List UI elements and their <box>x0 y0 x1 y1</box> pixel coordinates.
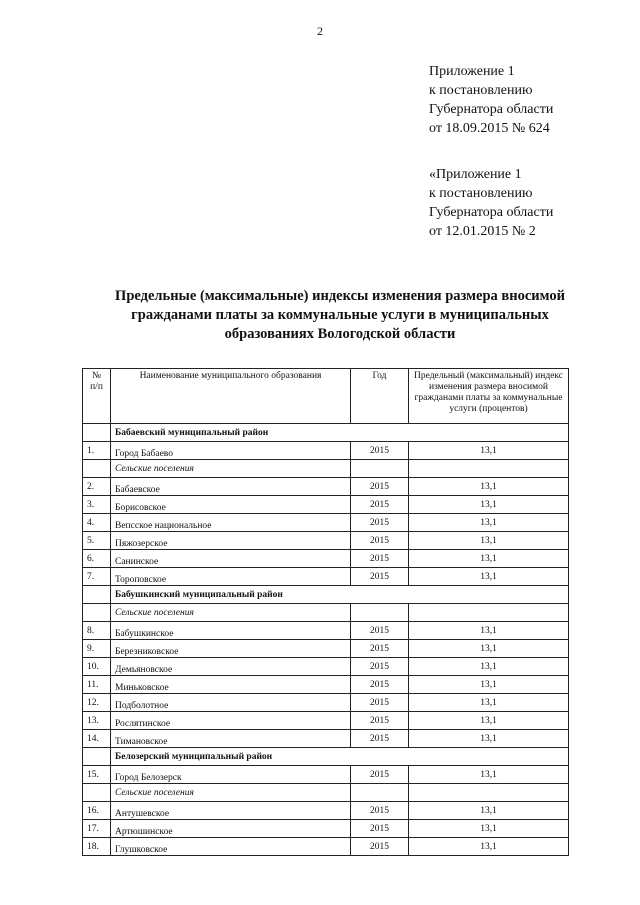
subgroup-row <box>83 604 569 622</box>
row-year: 2015 <box>351 730 409 748</box>
row-index-value: 13,1 <box>409 514 569 532</box>
index-empty <box>409 604 569 622</box>
row-index-value: 13,1 <box>409 442 569 460</box>
row-index-value: 13,1 <box>409 550 569 568</box>
row-number: 15. <box>83 766 111 784</box>
header-year: Год <box>351 369 409 424</box>
municipality-name: Демьяновское <box>111 658 351 676</box>
row-number: 11. <box>83 676 111 694</box>
table-row <box>83 478 569 496</box>
municipality-name: Вепсское национальное <box>111 514 351 532</box>
row-number: 8. <box>83 622 111 640</box>
row-number: 13. <box>83 712 111 730</box>
municipality-name: Борисовское <box>111 496 351 514</box>
row-year: 2015 <box>351 802 409 820</box>
subgroup-row <box>83 460 569 478</box>
municipality-name: Город Белозерск <box>111 766 351 784</box>
annex-previous-reference <box>429 165 553 241</box>
row-number: 2. <box>83 478 111 496</box>
annex-line: Приложение 1 <box>429 64 515 79</box>
row-number: 7. <box>83 568 111 586</box>
district-name: Бабаевский муниципальный район <box>111 424 569 442</box>
municipality-name: Артюшинское <box>111 820 351 838</box>
table-row <box>83 820 569 838</box>
municipality-name: Пяжозерское <box>111 532 351 550</box>
annex-line: от 18.09.2015 № 624 <box>429 121 550 136</box>
row-year: 2015 <box>351 766 409 784</box>
district-row <box>83 748 569 766</box>
year-empty <box>351 604 409 622</box>
row-number: 14. <box>83 730 111 748</box>
table-row <box>83 712 569 730</box>
municipality-name: Подболотное <box>111 694 351 712</box>
municipality-name: Город Бабаево <box>111 442 351 460</box>
annex-line: к постановлению <box>429 83 533 98</box>
table-row <box>83 442 569 460</box>
header-index: Предельный (максимальный) индекс изменения размера вносимой гражданами платы за коммунальные услуги (процентов) <box>409 369 569 424</box>
row-index-value: 13,1 <box>409 568 569 586</box>
year-empty <box>351 460 409 478</box>
row-index-value: 13,1 <box>409 478 569 496</box>
row-year: 2015 <box>351 676 409 694</box>
table-row <box>83 514 569 532</box>
title-line: Предельные (максимальные) индексы изменения размера вносимой <box>115 288 565 304</box>
row-number: 1. <box>83 442 111 460</box>
municipality-name: Тимановское <box>111 730 351 748</box>
table-row <box>83 838 569 856</box>
subgroup-label: Сельские поселения <box>111 604 351 622</box>
row-number-empty <box>83 460 111 478</box>
row-index-value: 13,1 <box>409 640 569 658</box>
row-year: 2015 <box>351 514 409 532</box>
table-row <box>83 730 569 748</box>
row-number: 18. <box>83 838 111 856</box>
table-row <box>83 658 569 676</box>
table-header-row <box>83 369 569 424</box>
table-row <box>83 694 569 712</box>
district-name: Белозерский муниципальный район <box>111 748 569 766</box>
subgroup-label: Сельские поселения <box>111 784 351 802</box>
title-line: образованиях Вологодской области <box>224 326 456 342</box>
row-year: 2015 <box>351 532 409 550</box>
row-index-value: 13,1 <box>409 802 569 820</box>
row-number: 12. <box>83 694 111 712</box>
row-year: 2015 <box>351 694 409 712</box>
table-row <box>83 676 569 694</box>
page-number: 2 <box>317 24 323 38</box>
district-row <box>83 424 569 442</box>
subgroup-row <box>83 784 569 802</box>
row-number: 9. <box>83 640 111 658</box>
annex-line: от 12.01.2015 № 2 <box>429 224 536 239</box>
annex-line: к постановлению <box>429 186 533 201</box>
municipality-name: Тороповское <box>111 568 351 586</box>
table-row <box>83 532 569 550</box>
row-year: 2015 <box>351 820 409 838</box>
row-year: 2015 <box>351 550 409 568</box>
annex-line: «Приложение 1 <box>429 167 522 182</box>
row-number-empty <box>83 784 111 802</box>
municipality-name: Бабаевское <box>111 478 351 496</box>
row-number-empty <box>83 604 111 622</box>
header-number: № п/п <box>83 369 111 424</box>
document-title <box>90 287 590 344</box>
row-year: 2015 <box>351 658 409 676</box>
row-number: 17. <box>83 820 111 838</box>
row-number: 3. <box>83 496 111 514</box>
table-row <box>83 496 569 514</box>
header-name: Наименование муниципального образования <box>111 369 351 424</box>
row-number: 5. <box>83 532 111 550</box>
row-number: 10. <box>83 658 111 676</box>
row-index-value: 13,1 <box>409 622 569 640</box>
row-number: 16. <box>83 802 111 820</box>
municipality-name: Глушковское <box>111 838 351 856</box>
title-line: гражданами платы за коммунальные услуги в муниципальных <box>131 307 549 323</box>
row-index-value: 13,1 <box>409 658 569 676</box>
index-empty <box>409 460 569 478</box>
table-row <box>83 622 569 640</box>
row-number: 6. <box>83 550 111 568</box>
table-row <box>83 568 569 586</box>
annex-line: Губернатора области <box>429 102 554 117</box>
row-number-empty <box>83 748 111 766</box>
row-index-value: 13,1 <box>409 532 569 550</box>
row-index-value: 13,1 <box>409 712 569 730</box>
district-name: Бабушкинский муниципальный район <box>111 586 569 604</box>
table-row <box>83 802 569 820</box>
municipality-name: Санинское <box>111 550 351 568</box>
row-index-value: 13,1 <box>409 820 569 838</box>
municipality-name: Миньковское <box>111 676 351 694</box>
row-year: 2015 <box>351 568 409 586</box>
year-empty <box>351 784 409 802</box>
row-index-value: 13,1 <box>409 694 569 712</box>
municipality-name: Бабушкинское <box>111 622 351 640</box>
municipality-name: Рослятинское <box>111 712 351 730</box>
row-index-value: 13,1 <box>409 730 569 748</box>
row-year: 2015 <box>351 442 409 460</box>
district-row <box>83 586 569 604</box>
municipality-name: Березниковское <box>111 640 351 658</box>
row-index-value: 13,1 <box>409 676 569 694</box>
municipality-name: Антушевское <box>111 802 351 820</box>
row-number-empty <box>83 424 111 442</box>
index-empty <box>409 784 569 802</box>
index-table <box>82 368 569 856</box>
row-number: 4. <box>83 514 111 532</box>
annex-current-reference <box>429 62 553 138</box>
row-year: 2015 <box>351 478 409 496</box>
table-row <box>83 550 569 568</box>
row-year: 2015 <box>351 640 409 658</box>
row-number-empty <box>83 586 111 604</box>
annex-line: Губернатора области <box>429 205 554 220</box>
row-year: 2015 <box>351 712 409 730</box>
row-year: 2015 <box>351 496 409 514</box>
row-index-value: 13,1 <box>409 766 569 784</box>
table-row <box>83 766 569 784</box>
row-year: 2015 <box>351 622 409 640</box>
row-year: 2015 <box>351 838 409 856</box>
subgroup-label: Сельские поселения <box>111 460 351 478</box>
row-index-value: 13,1 <box>409 838 569 856</box>
table-row <box>83 640 569 658</box>
row-index-value: 13,1 <box>409 496 569 514</box>
